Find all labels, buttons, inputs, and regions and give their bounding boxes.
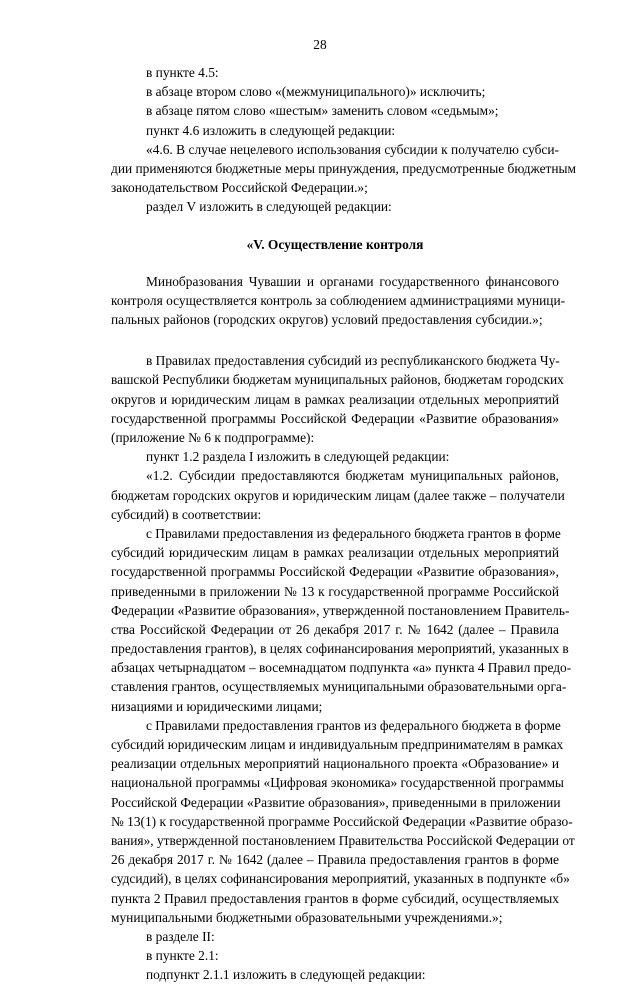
spacer [111,254,559,272]
paragraph-line: с Правилами предоставления из федерального бюджета грантов в форме [146,525,561,541]
paragraph-line: № 13(1) к государственной программе Российской Федерации «Развитие образо- [111,813,573,829]
section-title: «V. Осуществление контроля [246,236,424,252]
paragraph-line: бюджетам городских округов и юридическим лицам (далее также – получатели [111,487,565,503]
document-body [111,63,576,984]
paragraph-line: вания», утвержденной постановлением Правительства Российской Федерации от [111,832,575,848]
paragraph-line: низациями и юридическими лицами; [111,698,323,714]
paragraph-line: предоставления грантов), в целях софинансирования мероприятий, указанных в [111,641,569,657]
paragraph-line: в пункте 4.5: [146,65,219,80]
paragraph-line: субсидий юридическим лицам в рамках реализации отдельных мероприятий [111,545,559,561]
paragraph-line: ставления грантов, осуществляемых муниципальными образовательными орга- [111,679,567,695]
paragraph-line: Федерации «Развитие образования», утвержденной постановлением Правитель- [111,602,570,618]
paragraph-line: в разделе II: [146,928,215,944]
paragraph-line: пальных районов (городских округов) условий предоставления субсидии.»; [111,312,543,328]
paragraph-line: законодательством Российской Федерации.»; [111,180,368,196]
paragraph-line: приведенными в приложении № 13 к государственной программе Российской [111,583,559,599]
paragraph-line: пункт 1.2 раздела I изложить в следующей редакции: [146,449,450,465]
paragraph-line: «1.2. Субсидии предоставляются бюджетам муниципальных районов, [146,468,559,484]
paragraph-line: государственной программы Российской Федерации «Развитие образования» [111,410,559,426]
spacer [111,217,559,235]
paragraph-line: в абзаце втором слово «(межмуниципального)» исключить; [146,84,486,100]
paragraph-line: (приложение № 6 к подпрограмме): [111,430,315,445]
paragraph-line: «4.6. В случае нецелевого использования субсидии к получателю субси- [146,141,559,157]
paragraph-line: абзацах четырнадцатом – восемнадцатом подпункта «а» пункта 4 Правил предо- [111,660,572,676]
page-number: 28 [313,37,327,52]
paragraph-line: округов и юридическим лицам в рамках реализации отдельных мероприятий [111,391,559,407]
paragraph-line: реализации отдельных мероприятий национального проекта «Образование» и [111,756,559,772]
paragraph-line: пункта 2 Правил предоставления грантов в форме субсидий, осуществляемых [111,890,559,906]
paragraph-line: субсидий юридическим лицам и индивидуальным предпринимателям в рамках [111,737,564,752]
paragraph-line: национальной программы «Цифровая экономика» государственной программы [111,775,564,791]
paragraph-line: Российской Федерации «Развитие образования», приведенными в приложении [111,794,561,810]
paragraph-line: вашской Республики бюджетам муниципальных районов, бюджетам городских [111,372,564,388]
paragraph-line: ства Российской Федерации от 26 декабря 2017 г. № 1642 (далее – Правила [111,621,559,637]
paragraph-line: с Правилами предоставления грантов из федерального бюджета в форме [146,717,561,733]
paragraph-line: государственной программы Российской Федерации «Развитие образования», [111,564,559,580]
paragraph-line: раздел V изложить в следующей редакции: [146,199,392,215]
paragraph-line: дии применяются бюджетные меры принуждения, предусмотренные бюджетным [111,160,576,176]
paragraph-line: Минобразования Чувашии и органами государственного финансового [146,273,559,289]
paragraph-line: муниципальными бюджетными образовательными учреждениями.»; [111,909,503,925]
paragraph-line: субсидий) в соответствии: [111,506,262,522]
spacer [111,329,559,351]
paragraph-line: судсидий), в целях софинансирования мероприятий, указанных в подпункте «б» [111,871,570,887]
paragraph-line: в пункте 2.1: [146,948,219,964]
paragraph-line: подпункт 2.1.1 изложить в следующей редакции: [146,967,426,983]
paragraph-line: контроля осуществляется контроль за соблюдением администрациями муници- [111,292,566,308]
paragraph-line: в абзаце пятом слово «шестым» заменить словом «седьмым»; [146,103,499,119]
paragraph-line: пункт 4.6 изложить в следующей редакции: [146,122,396,138]
paragraph-line: в Правилах предоставления субсидий из республиканского бюджета Чу- [146,353,560,369]
paragraph-line: 26 декабря 2017 г. № 1642 (далее – Правила предоставления грантов в форме [111,852,559,868]
